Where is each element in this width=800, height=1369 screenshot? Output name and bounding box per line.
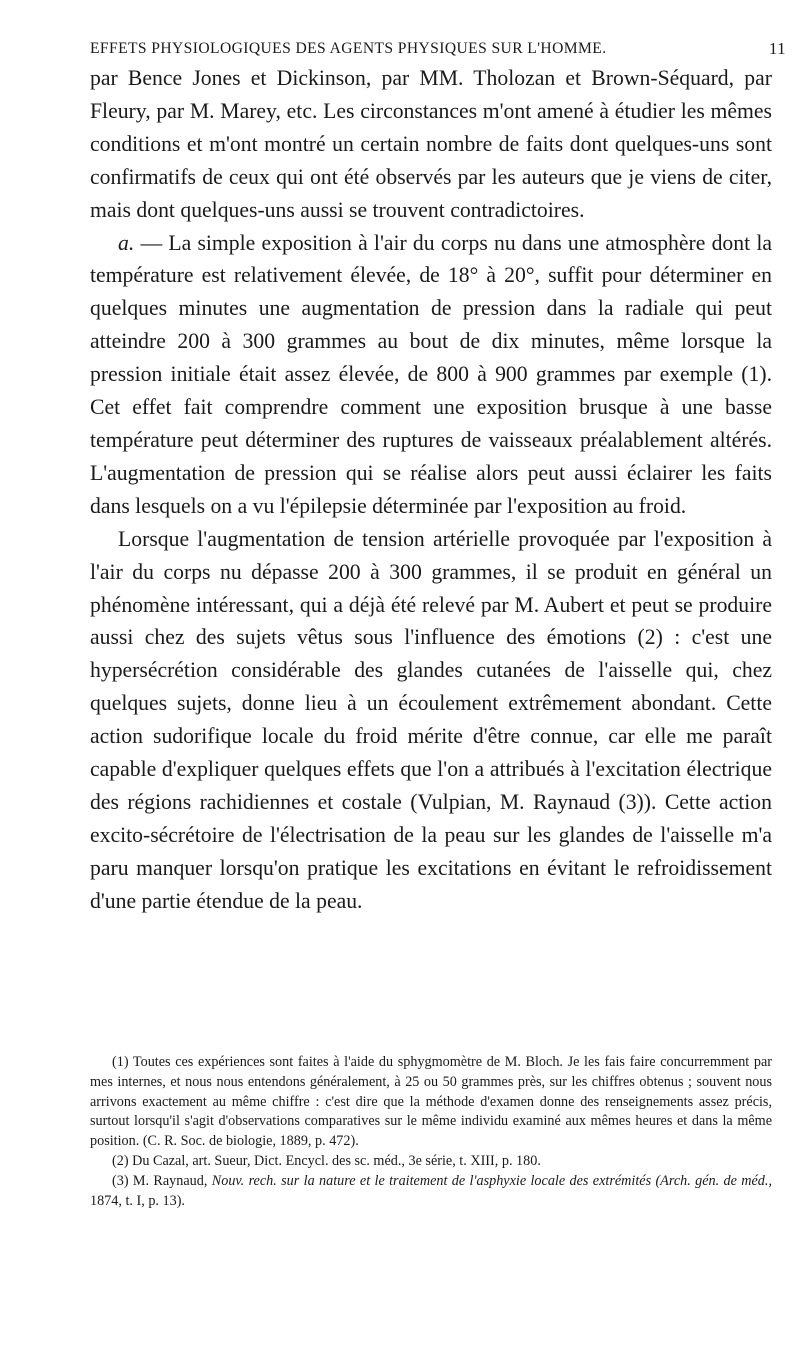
footnote-1: (1) Toutes ces expériences sont faites à l'aide du sphygmomètre de M. Bloch. Je les fais faire concurremment par mes internes, et nous nous entendons généralement, à 25 ou 50 grammes près, sur les chiffres obtenus ; souvent nous arrivons exactement au même chiffre : c'est dire que la méthode d'examen donne des renseignements assez précis, surtout lorsqu'il s'agit d'observations comparatives sur le même individu examiné aux mêmes heures et dans la même position. (C. R. Soc. de biologie, 1889, p. 472).: [90, 1054, 772, 1150]
footnotes: [90, 1053, 772, 1211]
running-title: EFFETS PHYSIOLOGIQUES DES AGENTS PHYSIQUES SUR L'HOMME.: [90, 40, 607, 57]
paragraph-2: [90, 227, 772, 523]
footnote-2: (2) Du Cazal, art. Sueur, Dict. Encycl. des sc. méd., 3e série, t. XIII, p. 180.: [112, 1152, 541, 1169]
main-text: [90, 62, 772, 918]
footnote-3: [90, 1172, 772, 1212]
footnote-3-author: (3) M. Raynaud,: [112, 1172, 212, 1189]
paragraph-1: par Bence Jones et Dickinson, par MM. Tholozan et Brown-Séquard, par Fleury, par M. Marey, etc. Les circonstances m'ont amené à étudier les mêmes conditions et m'ont montré un certain nombre de faits dont quelques-uns sont confirmatifs de ceux qui ont été observés par les auteurs que je viens de citer, mais dont quelques-uns aussi se trouvent contradictoires.: [90, 66, 772, 222]
footnote-3-ref: 1874, t. I, p. 13).: [90, 1192, 185, 1209]
running-header: [90, 40, 790, 58]
page-number: 11: [768, 39, 786, 58]
paragraph-2-text: — La simple exposition à l'air du corps nu dans une atmosphère dont la température est relativement élevée, de 18° à 20°, suffit pour déterminer en quelques minutes une augmentation de pression dans la radiale qui peut atteindre 200 à 300 grammes au bout de dix minutes, même lorsque la pression initiale était assez élevée, de 800 à 900 grammes par exemple (1). Cet effet fait comprendre comment une exposition brusque à une basse température peut déterminer des ruptures de vaisseaux préalablement altérés. L'augmentation de pression qui se réalise alors peut aussi éclairer les faits dans lesquels on a vu l'épilepsie déterminée par l'exposition au froid.: [90, 230, 773, 518]
footnote-3-title: Nouv. rech. sur la nature et le traitement de l'asphyxie locale des extrémités (Arch. gén. de méd.,: [211, 1172, 772, 1189]
section-marker: a.: [118, 230, 135, 255]
paragraph-3: Lorsque l'augmentation de tension artérielle provoquée par l'exposition à l'air du corps nu dépasse 200 à 300 grammes, il se produit en général un phénomène intéressant, qui a déjà été relevé par M. Aubert et peut se produire aussi chez des sujets vêtus sous l'influence des émotions (2) : c'est une hypersécrétion considérable des glandes cutanées de l'aisselle qui, chez quelques sujets, donne lieu à un écoulement extrêmement abondant. Cette action sudorifique locale du froid mérite d'être connue, car elle me paraît capable d'expliquer quelques effets que l'on a attribués à l'excitation électrique des régions rachidiennes et costale (Vulpian, M. Raynaud (3)). Cette action excito-sécrétoire de l'électrisation de la peau sur les glandes de l'aisselle m'a paru manquer lorsqu'on pratique les excitations en évitant le refroidissement d'une partie étendue de la peau.: [90, 526, 772, 913]
